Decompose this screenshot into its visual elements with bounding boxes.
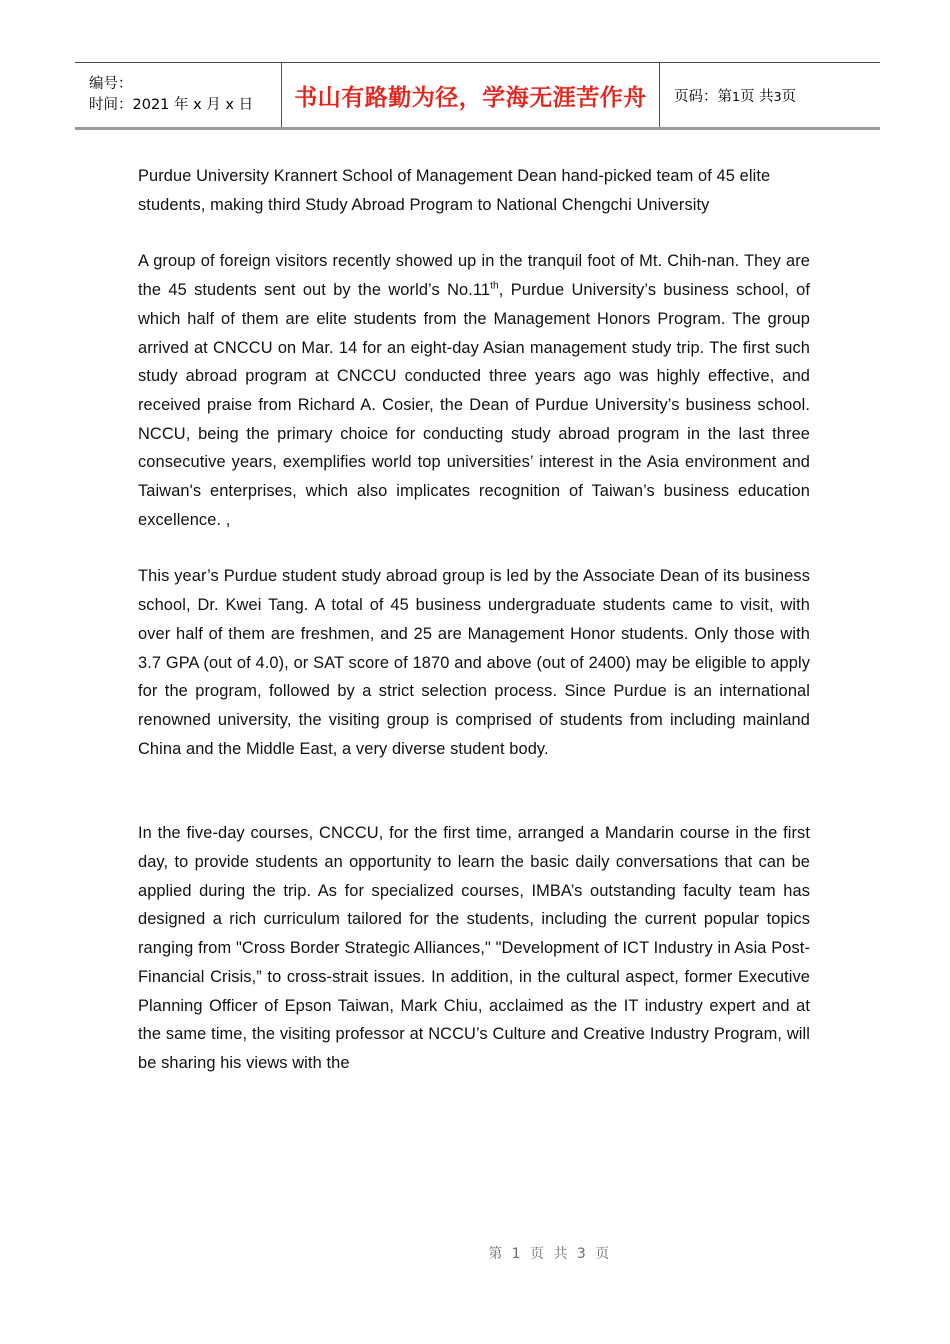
header-time-label: 时间：2021 年 x 月 x 日 bbox=[89, 97, 254, 113]
document-header bbox=[75, 62, 880, 130]
paragraph-three: This year’s Purdue student study abroad group is led by the Associate Dean of its business school, Dr. Kwei Tang. A total of 45 business undergraduate students came to visit, with over half of them are freshmen, and 25 are Management Honor students. Only those with 3.7 GPA (out of 4.0), or SAT score of 1870 and above (out of 2400) may be eligible to apply for the program, followed by a strict selection process. Since Purdue is an international renowned university, the visiting group is comprised of students from including mainland China and the Middle East, a very diverse student body. bbox=[138, 567, 810, 758]
article-title: Purdue University Krannert School of Management Dean hand-picked team of 45 elite students, making third Study Abroad Program to National Chengchi University bbox=[138, 167, 771, 214]
paragraph-two bbox=[138, 247, 810, 534]
paragraph-two-part-a: A group of foreign visitors recently showed up in the tranquil foot of Mt. Chih-nan. They are the 45 students sent out by the world’s No.11 bbox=[138, 252, 810, 300]
page-code-prefix: 页码：第 bbox=[674, 88, 732, 105]
paragraph-four: In the five-day courses, CNCCU, for the first time, arranged a Mandarin course in the first day, to provide students an opportunity to learn the basic daily conversations that can be applied during the trip. As for specialized courses, IMBA’s outstanding faculty team has designed a rich curriculum tailored for the students, including the current popular topics ranging from "Cross Border Strategic Alliances," "Development of ICT Industry in Asia Post-Financial Crisis,” to cross-strait issues. In addition, in the cultural aspect, former Executive Planning Officer of Epson Taiwan, Mark Chiu, acclaimed as the IT industry expert and at the same time, the visiting professor at NCCU’s Culture and Creative Industry Program, will be sharing his views with the bbox=[138, 824, 810, 1072]
document-footer bbox=[0, 1243, 950, 1263]
header-slogan: 书山有路勤为径，学海无涯苦作舟 bbox=[294, 83, 647, 111]
page-code-suffix: 页 bbox=[781, 88, 797, 105]
paragraph-spacer bbox=[138, 534, 810, 562]
page-code-current: 1 bbox=[732, 88, 740, 104]
header-meta-cell bbox=[75, 63, 282, 127]
header-id-label: 编号： bbox=[89, 75, 133, 92]
page-code-total: 3 bbox=[773, 88, 782, 104]
header-page-code bbox=[674, 85, 880, 106]
paragraph-spacer-large bbox=[138, 763, 810, 819]
paragraph-two-part-b: , Purdue University’s business school, of which half of them are elite students from the Management Honors Program. The group arrived at CNCCU on Mar. 14 for an eight-day Asian management study trip. The first such study abroad program at CNCCU conducted three years ago was highly effective, and received praise from Richard A. Cosier, the Dean of Purdue University’s business school. NCCU, being the primary choice for conducting study abroad program in the last three consecutive years, exemplifies world top universities’ interest in the Asia environment and Taiwan's enterprises, which also implicates recognition of Taiwan’s business education excellence. , bbox=[138, 281, 811, 529]
header-slogan-cell bbox=[282, 63, 660, 127]
page-code-middle: 页 共 bbox=[739, 88, 774, 105]
header-pagecode-cell bbox=[660, 63, 880, 127]
ordinal-suffix: th bbox=[490, 280, 499, 292]
footer-page-number: 第 1 页 共 3 页 bbox=[488, 1246, 612, 1262]
paragraph-spacer bbox=[138, 219, 810, 247]
document-body bbox=[138, 162, 810, 1078]
